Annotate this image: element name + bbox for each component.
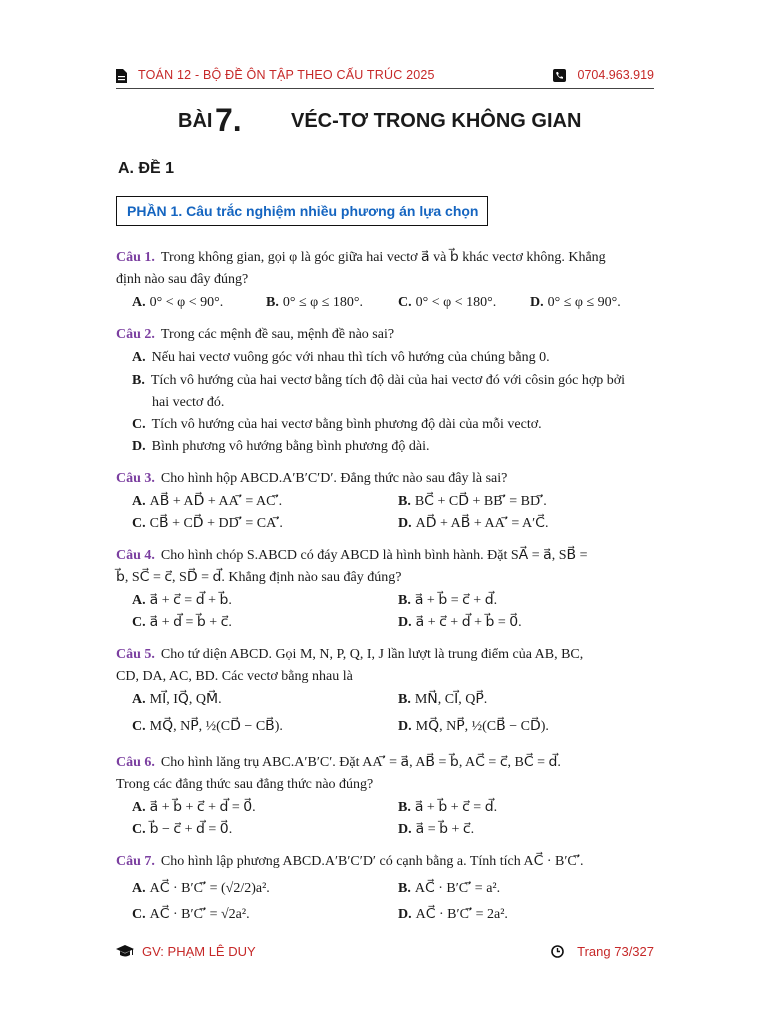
question-text: Cho hình lăng trụ ABC.A′B′C′. Đặt AA′⃗ = a⃗, AB⃗ = b⃗, AC⃗ = c⃗, BC⃗ = d⃗. [160,755,561,770]
question-text: Trong không gian, gọi φ là góc giữa hai vectơ a⃗ và b⃗ khác vectơ không. Khẳng [160,250,606,265]
question-text: Cho tứ diện ABCD. Gọi M, N, P, Q, I, J lần lượt là trung điểm của AB, BC, [160,647,584,662]
question-4-options-row2 [132,612,652,634]
page-footer [116,942,654,964]
question-2 [116,324,656,346]
header-title: TOÁN 12 - BỘ ĐỀ ÔN TẬP THEO CẤU TRÚC 2025 [138,68,435,82]
question-3 [116,468,656,490]
clock-icon [551,945,564,958]
option-a[interactable]: A. AC⃗ · B′C′⃗ = (√2/2)a². [132,881,270,896]
part-heading-box [116,196,488,226]
option-d[interactable]: D. AD⃗ + AB⃗ + AA′⃗ = A′C⃗. [398,516,549,531]
question-label: Câu 1. [116,250,155,265]
option-d[interactable]: D. 0° ≤ φ ≤ 90°. [530,295,621,310]
option-b[interactable]: B. Tích vô hướng của hai vectơ bằng tích độ dài của hai vectơ đó với côsin góc hợp bởi [132,373,626,388]
option-b[interactable]: B. a⃗ + b⃗ + c⃗ = d⃗. [398,800,498,815]
question-text-cont: b⃗, SC⃗ = c⃗, SD⃗ = d⃗. Khẳng định nào sau đây đúng? [116,570,402,585]
option-b[interactable]: B. a⃗ + b⃗ = c⃗ + d⃗. [398,593,498,608]
option-d[interactable]: D. a⃗ = b⃗ + c⃗. [398,822,475,837]
document-icon [116,69,127,83]
question-label: Câu 3. [116,471,155,486]
question-text: Cho hình hộp ABCD.A′B′C′D′. Đẳng thức nào sau đây là sai? [160,471,508,486]
lesson-number: 7. [215,102,242,138]
option-d[interactable]: D. a⃗ + c⃗ + d⃗ + b⃗ = 0⃗. [398,615,522,630]
option-a[interactable]: A. a⃗ + c⃗ = d⃗ + b⃗. [132,593,232,608]
question-4-options-row1 [132,590,652,612]
question-1 [116,247,656,291]
lesson-title [178,104,608,138]
lesson-name: VÉC-TƠ TRONG KHÔNG GIAN [291,110,582,132]
page-header [116,66,654,88]
question-6-options-row1 [132,797,652,819]
part-heading: PHẦN 1. Câu trắc nghiệm nhiều phương án lựa chọn [127,203,479,219]
phone-icon [553,69,566,82]
option-c[interactable]: C. 0° < φ < 180°. [398,295,497,310]
question-text: Trong các mệnh đề sau, mệnh đề nào sai? [160,327,395,342]
header-phone: 0704.963.919 [577,68,654,82]
option-c[interactable]: C. MQ⃗, NP⃗, ½(CD⃗ − CB⃗). [132,719,283,734]
question-text-cont: CD, DA, AC, BD. Các vectơ bằng nhau là [116,669,353,684]
question-3-options-row2 [132,513,652,535]
question-6 [116,752,656,796]
option-b[interactable]: B. MN⃗, CI⃗, QP⃗. [398,692,488,707]
option-d[interactable]: D. MQ⃗, NP⃗, ½(CB⃗ − CD⃗). [398,719,549,734]
option-b[interactable]: B. BC⃗ + CD⃗ + BB′⃗ = BD′⃗. [398,494,547,509]
footer-page-number: Trang 73/327 [577,944,654,959]
option-c[interactable]: C. a⃗ + d⃗ = b⃗ + c⃗. [132,615,232,630]
question-6-options-row2 [132,819,652,841]
question-label: Câu 7. [116,854,155,869]
graduation-cap-icon [116,945,134,958]
header-divider [116,88,654,89]
question-text: Cho hình chóp S.ABCD có đáy ABCD là hình bình hành. Đặt SA⃗ = a⃗, SB⃗ = [160,548,588,563]
question-5-options-row1 [132,689,652,711]
footer-teacher: GV: PHẠM LÊ DUY [142,944,256,959]
question-5-options-row2 [132,716,652,738]
option-b-cont: hai vectơ đó. [152,395,225,410]
option-c[interactable]: C. AC⃗ · B′C′⃗ = √2a². [132,907,250,922]
question-text: Cho hình lập phương ABCD.A′B′C′D′ có cạnh bằng a. Tính tích AC⃗ · B′C′⃗. [160,854,584,869]
question-1-options [132,292,652,314]
question-7 [116,851,656,873]
question-label: Câu 6. [116,755,155,770]
question-label: Câu 5. [116,647,155,662]
question-label: Câu 2. [116,327,155,342]
option-c[interactable]: C. CB⃗ + CD⃗ + DD′⃗ = CA′⃗. [132,516,283,531]
option-a[interactable]: A. AB⃗ + AD⃗ + AA′⃗ = AC′⃗. [132,494,283,509]
question-text-cont: định nào sau đây đúng? [116,272,249,287]
question-text-cont: Trong các đẳng thức sau đẳng thức nào đúng? [116,777,374,792]
section-heading: A. ĐỀ 1 [118,160,175,177]
option-a[interactable]: A. Nếu hai vectơ vuông góc với nhau thì tích vô hướng của chúng bằng 0. [132,350,550,365]
question-7-options-row2 [132,904,652,926]
option-a[interactable]: A. 0° < φ < 90°. [132,295,224,310]
option-a[interactable]: A. MI⃗, IQ⃗, QM⃗. [132,692,222,707]
option-d[interactable]: D. Bình phương vô hướng bằng bình phương độ dài. [132,439,430,454]
option-d[interactable]: D. AC⃗ · B′C′⃗ = 2a². [398,907,508,922]
question-7-options-row1 [132,878,652,900]
option-c[interactable]: C. b⃗ − c⃗ + d⃗ = 0⃗. [132,822,233,837]
question-4 [116,545,656,589]
option-a[interactable]: A. a⃗ + b⃗ + c⃗ + d⃗ = 0⃗. [132,800,256,815]
option-c[interactable]: C. Tích vô hướng của hai vectơ bằng bình phương độ dài của mỗi vectơ. [132,417,542,432]
option-b[interactable]: B. 0° ≤ φ ≤ 180°. [266,295,363,310]
question-label: Câu 4. [116,548,155,563]
question-3-options-row1 [132,491,652,513]
lesson-bai: BÀI [178,110,213,132]
question-5 [116,644,656,688]
option-b[interactable]: B. AC⃗ · B′C′⃗ = a². [398,881,501,896]
